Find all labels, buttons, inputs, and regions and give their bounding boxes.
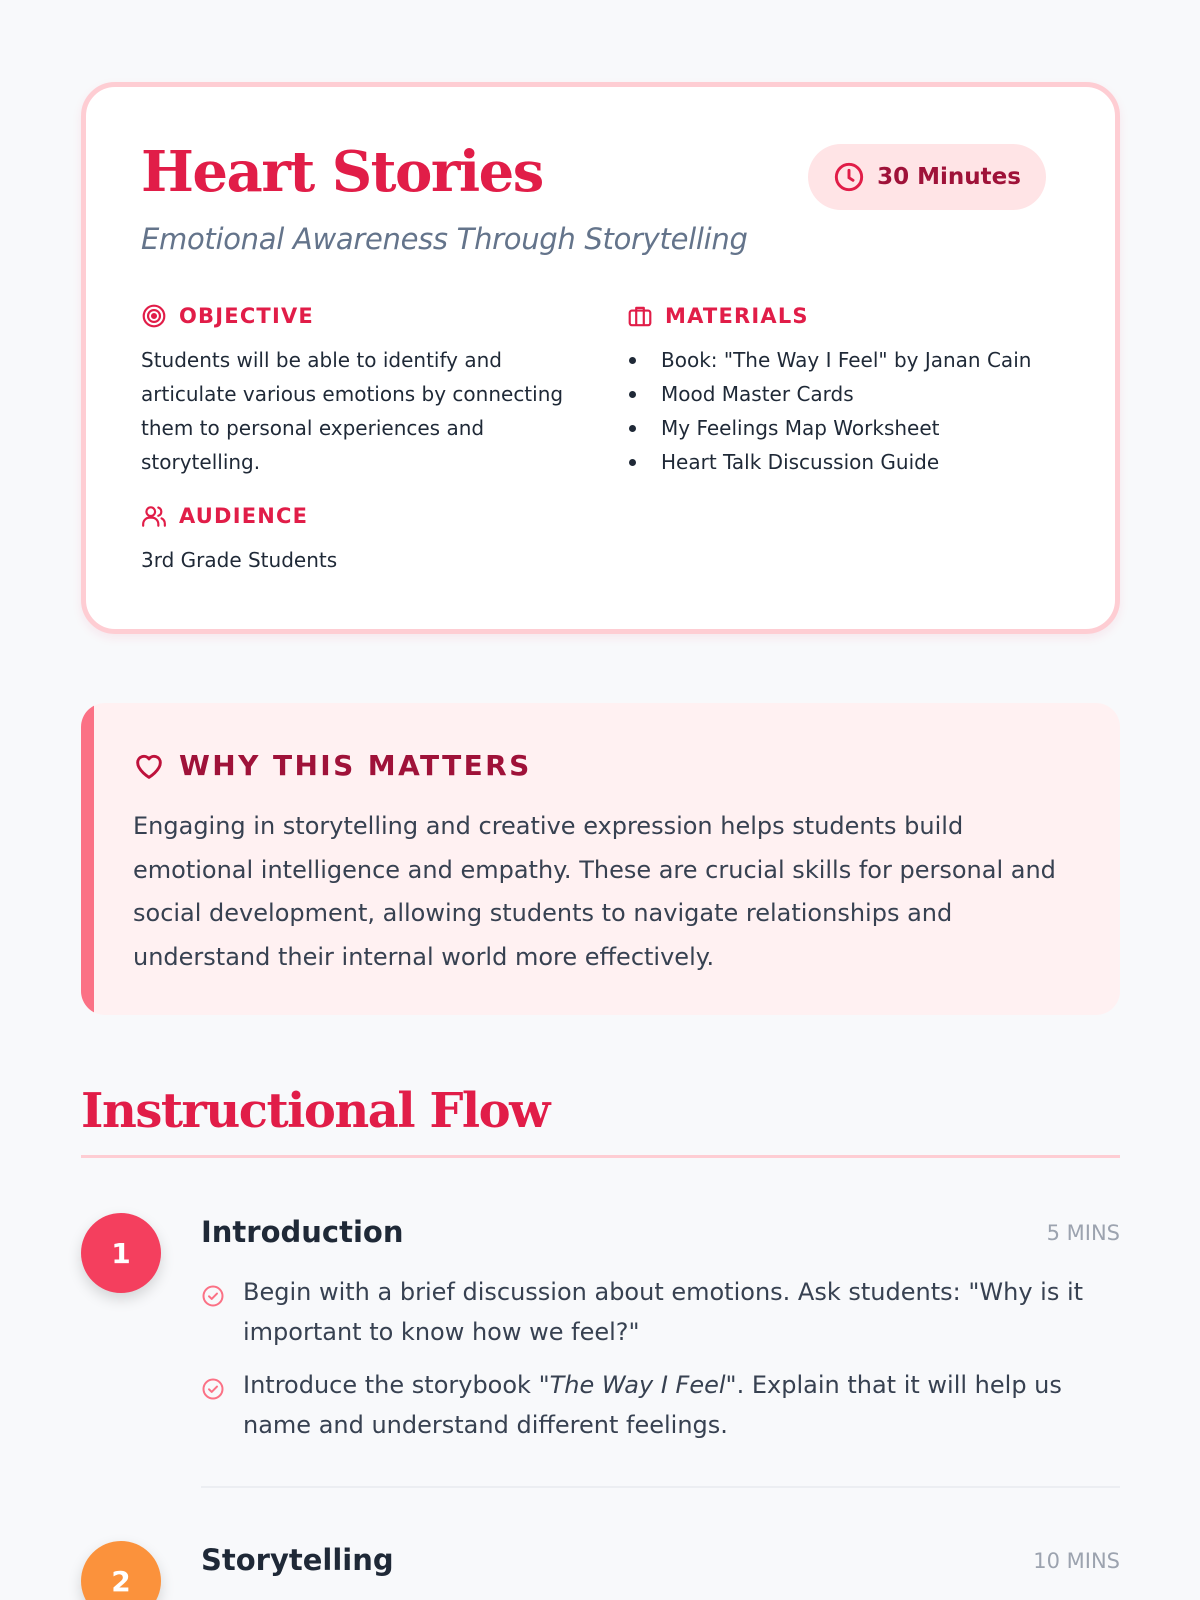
lesson-subtitle: Emotional Awareness Through Storytelling	[141, 222, 748, 256]
briefcase-icon	[627, 303, 653, 329]
step-duration: 10 MINS	[1033, 1549, 1120, 1573]
check-circle-icon	[201, 1284, 225, 1308]
step-item-text	[243, 1365, 1101, 1445]
step-title: Storytelling	[201, 1543, 394, 1577]
section-title: Instructional Flow	[81, 1083, 549, 1139]
list-item: Mood Master Cards	[627, 377, 1087, 411]
step-item-text: Begin with a brief discussion about emotions. Ask students: "Why is it important to know how we feel?"	[243, 1278, 1084, 1346]
objective-heading-label: OBJECTIVE	[179, 304, 314, 328]
step-number-badge: 1	[81, 1213, 161, 1293]
target-icon	[141, 303, 167, 329]
heart-icon	[133, 750, 165, 782]
text-run: Introduce the storybook	[243, 1371, 539, 1399]
materials-heading	[627, 303, 809, 329]
why-this-matters-card	[81, 703, 1120, 1015]
why-text: Engaging in storytelling and creative expression helps students build emotional intelligence and empathy. These are crucial skills for personal and social development, allowing students to navigate relationships and understand their internal world more effectively.	[133, 812, 1056, 971]
list-item: My Feelings Map Worksheet	[627, 411, 1087, 445]
list-item: Heart Talk Discussion Guide	[627, 445, 1087, 479]
book-title: "The Way I Feel"	[538, 1371, 737, 1399]
step-number-badge: 2	[81, 1541, 161, 1600]
audience-heading-label: AUDIENCE	[179, 504, 309, 528]
list-item: Book: "The Way I Feel" by Janan Cain	[627, 343, 1087, 377]
duration-label: 30 Minutes	[877, 164, 1021, 190]
why-heading	[133, 749, 532, 782]
materials-heading-label: MATERIALS	[665, 304, 809, 328]
accent-bar	[81, 703, 94, 1015]
audience-heading	[141, 503, 308, 529]
step-divider	[201, 1486, 1120, 1488]
objective-text: Students will be able to identify and articulate various emotions by connecting them to personal experiences and storytelling.	[141, 348, 564, 474]
step-item	[201, 1365, 1101, 1445]
clock-icon	[833, 161, 865, 193]
duration-badge	[808, 144, 1046, 210]
step-title: Introduction	[201, 1215, 404, 1249]
materials-list	[627, 343, 1087, 479]
section-divider	[81, 1155, 1120, 1158]
objective-heading	[141, 303, 314, 329]
audience-text: 3rd Grade Students	[141, 548, 338, 572]
step-item	[201, 1272, 1101, 1352]
text-run: . Explain that it will help us name and understand different feelings.	[243, 1371, 1062, 1439]
step-duration: 5 MINS	[1046, 1221, 1120, 1245]
check-circle-icon	[201, 1377, 225, 1401]
users-icon	[141, 503, 167, 529]
why-heading-label: WHY THIS MATTERS	[179, 749, 532, 782]
lesson-title: Heart Stories	[141, 139, 543, 205]
lesson-header-card	[81, 82, 1120, 634]
